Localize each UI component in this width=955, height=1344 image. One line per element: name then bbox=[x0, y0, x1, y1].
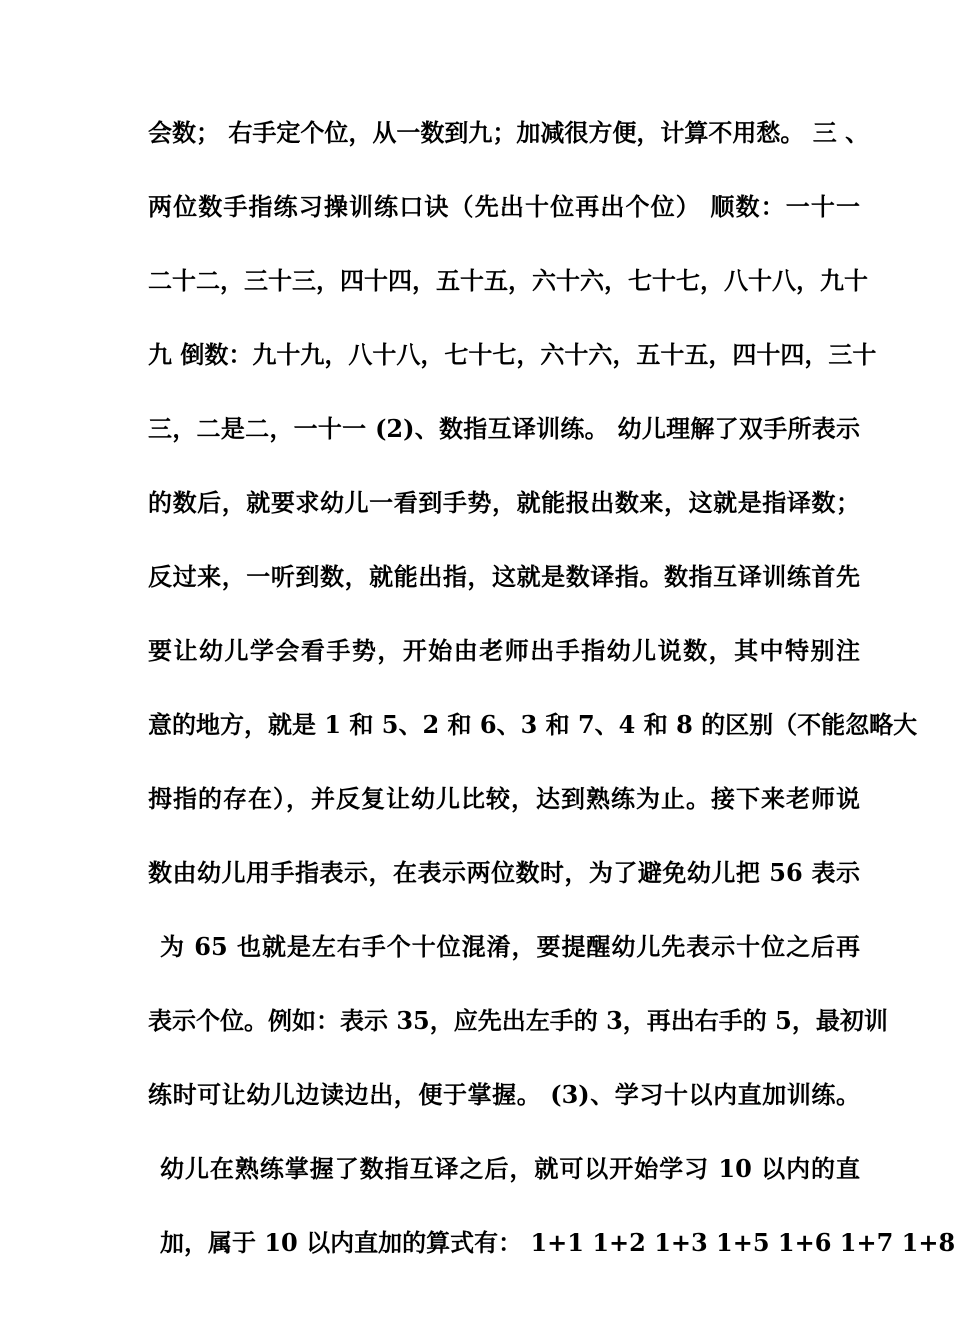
text-line-11: 数由幼儿用手指表示，在表示两位数时，为了避免幼儿把 56 表示 bbox=[148, 858, 860, 887]
text-line-16: 加，属于 10 以内直加的算式有： 1+1 1+2 1+3 1+5 1+6 1+7 1+8 bbox=[160, 1228, 955, 1257]
text-line-3: 二十二，三十三，四十四，五十五，六十六，七十七，八十八，九十 bbox=[148, 266, 868, 295]
text-line-4: 九 倒数：九十九，八十八，七十七，六十六，五十五，四十四，三十 bbox=[148, 340, 877, 369]
text-line-13: 表示个位。例如：表示 35，应先出左手的 3，再出右手的 5，最初训 bbox=[148, 1006, 888, 1035]
text-line-8: 要让幼儿学会看手势，开始由老师出手指幼儿说数，其中特别注 bbox=[148, 636, 860, 665]
text-line-6: 的数后，就要求幼儿一看到手势，就能报出数来，这就是指译数； bbox=[148, 488, 860, 517]
text-line-14: 练时可让幼儿边读边出，便于掌握。 (3)、学习十以内直加训练。 bbox=[148, 1080, 860, 1109]
text-line-12: 为 65 也就是左右手个十位混淆，要提醒幼儿先表示十位之后再 bbox=[160, 932, 860, 961]
text-line-9: 意的地方，就是 1 和 5、2 和 6、3 和 7、4 和 8 的区别（不能忽略大 bbox=[148, 710, 918, 739]
text-line-2: 两位数手指练习操训练口诀（先出十位再出个位） 顺数：一十一 bbox=[148, 192, 860, 221]
text-line-10: 拇指的存在），并反复让幼儿比较，达到熟练为止。接下来老师说 bbox=[148, 784, 860, 813]
text-line-15: 幼儿在熟练掌握了数指互译之后，就可以开始学习 10 以内的直 bbox=[160, 1154, 860, 1183]
text-line-1: 会数； 右手定个位，从一数到九；加减很方便，计算不用愁。 三 、 bbox=[148, 118, 870, 147]
body-text bbox=[148, 96, 955, 1280]
text-line-7: 反过来，一听到数，就能出指，这就是数译指。数指互译训练首先 bbox=[148, 562, 860, 591]
text-line-5: 三，二是二，一十一 (2)、数指互译训练。 幼儿理解了双手所表示 bbox=[148, 414, 860, 443]
